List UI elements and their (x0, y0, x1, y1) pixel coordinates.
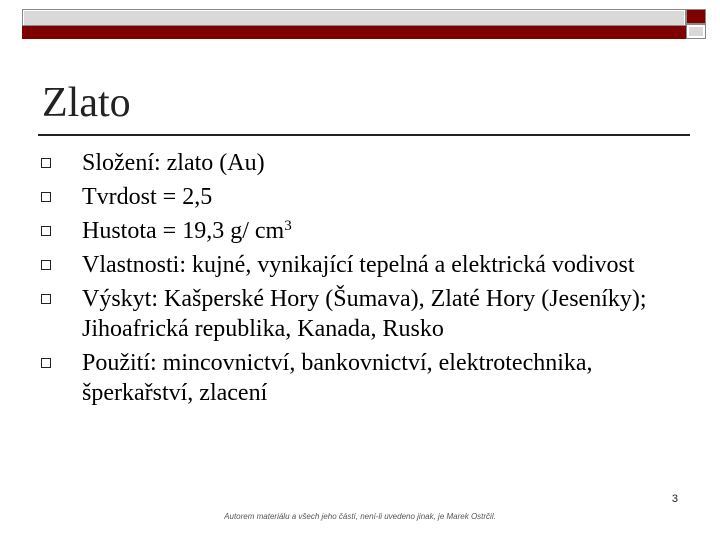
slide-title: Zlato (42, 80, 131, 126)
square-bullet-icon (41, 260, 51, 270)
bullet-item-occurrence (40, 284, 690, 344)
corner-decoration-red (686, 9, 706, 24)
bullet-item-hardness (40, 182, 690, 212)
corner-decoration-gray (689, 27, 703, 36)
square-bullet-icon (41, 158, 51, 168)
header-decoration-gray (24, 11, 684, 25)
bullet-item-properties (40, 250, 690, 280)
square-bullet-icon (41, 192, 51, 202)
bullet-item-composition (40, 148, 690, 178)
footer-note: Autorem materiálu a všech jeho částí, není-li uvedeno jinak, je Marek Ostrčil. (224, 512, 496, 521)
title-divider (38, 134, 690, 136)
bullet-superscript: 3 (284, 218, 292, 234)
bullet-text: Složení: zlato (Au) (82, 150, 265, 176)
square-bullet-icon (41, 226, 51, 236)
bullet-list (40, 148, 690, 412)
square-bullet-icon (41, 294, 51, 304)
page-number: 3 (671, 493, 678, 505)
bullet-text: Vlastnosti: kujné, vynikající tepelná a elektrická vodivost (82, 252, 635, 278)
corner-decoration-white (686, 24, 706, 39)
square-bullet-icon (41, 358, 51, 368)
bullet-text: Tvrdost = 2,5 (82, 184, 213, 210)
bullet-item-usage (40, 348, 690, 408)
bullet-text: Hustota = 19,3 g/ cm (82, 218, 285, 244)
bullet-text: Použití: mincovnictví, bankovnictví, elektrotechnika, šperkařství, zlacení (82, 350, 593, 406)
bullet-item-density (40, 216, 690, 246)
bullet-text: Výskyt: Kašperské Hory (Šumava), Zlaté Hory (Jeseníky); Jihoafrická republika, Kanada, Rusko (82, 286, 647, 342)
corner-decoration (686, 9, 708, 39)
